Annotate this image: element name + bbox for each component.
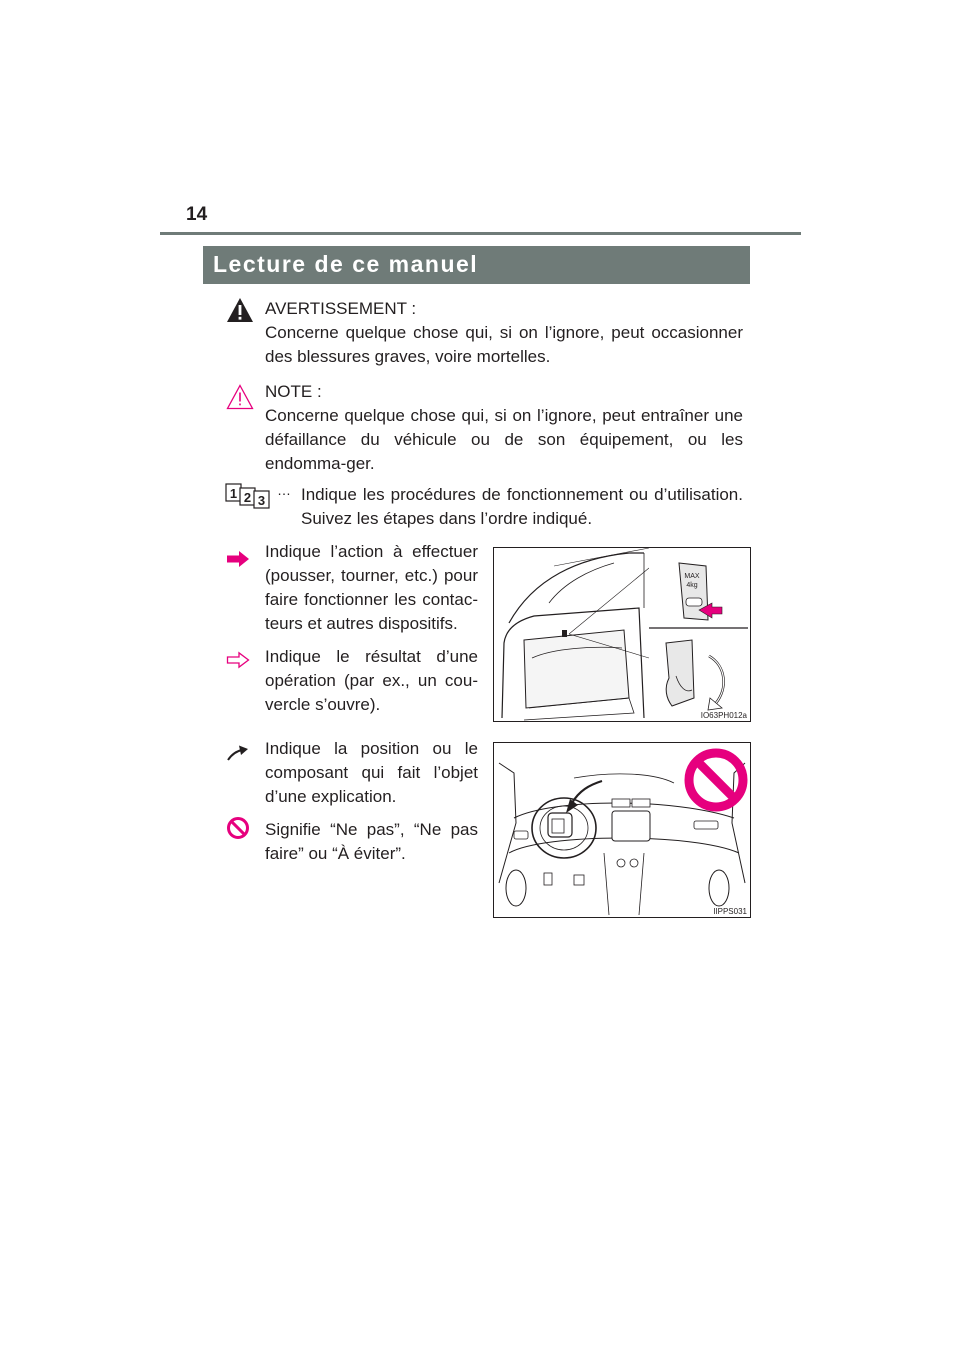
hook-max-label: MAX xyxy=(684,573,700,580)
section-title-bar xyxy=(203,246,750,284)
warning-text: Concerne quelque chose qui, si on l’ignore, peut occasionner des blessures graves, voire mortelles. xyxy=(265,323,743,366)
trunk-figure xyxy=(493,547,751,722)
step-number-1: 1 xyxy=(229,486,238,501)
position-text: Indique la position ou le composant qui fait l’objet d’une explication. xyxy=(265,739,478,806)
note-text: Concerne quelque chose qui, si on l’ignore, peut entraîner une défaillance du véhicule ou de son équipement, ou les endomma-ger. xyxy=(265,406,743,473)
section-title: Lecture de ce manuel xyxy=(213,251,479,277)
dashboard-figure xyxy=(493,742,751,918)
figure-code: IO63PH012a xyxy=(700,711,747,720)
warning-block xyxy=(265,297,743,369)
note-heading: NOTE : xyxy=(265,382,322,401)
dashboard-illustration xyxy=(494,743,750,917)
steps-ellipsis: … xyxy=(277,483,291,498)
figure-code: IIPPS031 xyxy=(713,907,747,916)
trunk-illustration xyxy=(494,548,750,721)
caution-triangle-outline-icon xyxy=(226,384,254,415)
step-number-2: 2 xyxy=(243,490,252,505)
page-number: 14 xyxy=(186,204,208,225)
warning-heading: AVERTISSEMENT : xyxy=(265,299,417,318)
hook-weight-label: 4kg xyxy=(686,582,698,589)
header-rule xyxy=(160,232,801,235)
prohibited-icon xyxy=(226,816,250,845)
action-text: Indique l’action à effectuer (pousser, tourner, etc.) pour faire fonctionner les contac-teurs et autres dispositifs. xyxy=(265,542,478,633)
pointer-arrow-icon xyxy=(226,744,250,767)
filled-arrow-icon xyxy=(226,550,250,573)
warning-triangle-filled-icon xyxy=(226,297,254,328)
outline-arrow-icon xyxy=(226,651,250,674)
numbered-steps-icon xyxy=(225,483,295,509)
prohibited-text: Signifie “Ne pas”, “Ne pas faire” ou “À éviter”. xyxy=(265,820,478,863)
result-text: Indique le résultat d’une opération (par ex., un cou-vercle s’ouvre). xyxy=(265,647,478,714)
steps-text: Indique les procédures de fonctionnement ou d’utilisation. Suivez les étapes dans l’ordre indiqué. xyxy=(301,485,743,528)
note-block xyxy=(265,380,743,476)
step-number-3: 3 xyxy=(257,493,266,508)
